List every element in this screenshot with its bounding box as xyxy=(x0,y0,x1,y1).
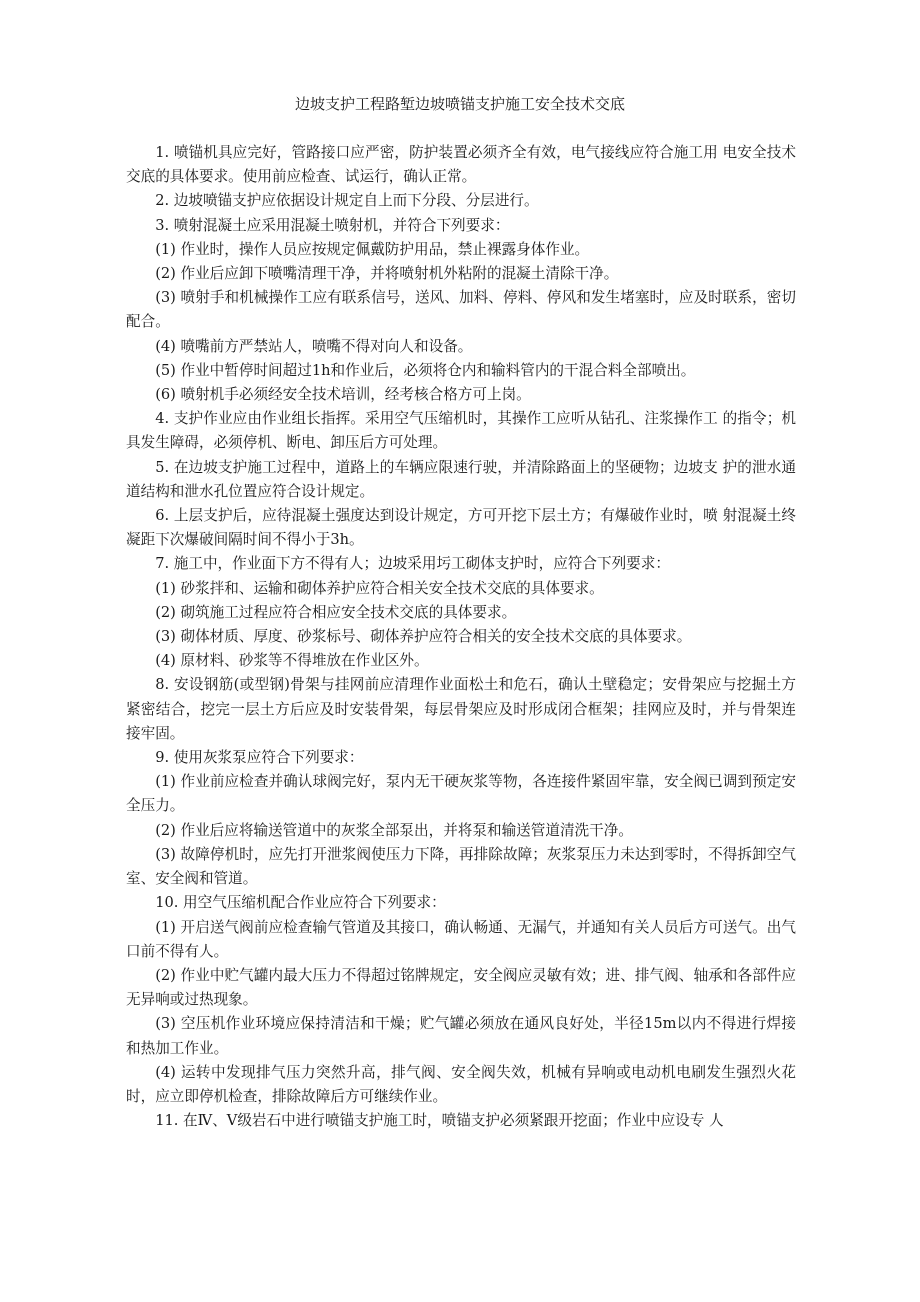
paragraph-7-3: (3) 砌体材质、厚度、砂浆标号、砌体养护应符合相关的安全技术交底的具体要求。 xyxy=(155,628,692,646)
paragraph-3-6: (6) 喷射机手必须经安全技术培训，经考核合格方可上岗。 xyxy=(155,386,531,404)
paragraph-3-5: (5) 作业中暂停时间超过1h和作业后，必须将仓内和输料管内的干混合料全部喷出。 xyxy=(155,361,696,379)
paragraph-9-3: (3) 故障停机时，应先打开泄浆阀使压力下降，再排除故障；灰浆泵压力未达到零时，不得拆卸空气室、安全阀和管道。 xyxy=(126,845,796,888)
paragraph-10-4: (4) 运转中发现排气压力突然升高，排气阀、安全阀失效，机械有异响或电动机电刷发生强烈火花时，应立即停机检查，排除故障后方可继续作业。 xyxy=(126,1063,796,1105)
paragraph-10: 10. 用空气压缩机配合作业应符合下列要求： xyxy=(155,894,446,912)
paragraph-3-2: (2) 作业后应卸下喷嘴清理干净，并将喷射机外粘附的混凝土清除干净。 xyxy=(155,265,619,283)
paragraph-9: 9. 使用灰浆泵应符合下列要求： xyxy=(155,749,364,767)
paragraph-8: 8. 安设钢筋(或型钢)骨架与挂网前应清理作业面松土和危石，确认土壁稳定；安骨架应与挖掘土方紧密结合，挖完一层土方后应及时安装骨架，每层骨架应及时形成闭合框架；挂网应及时，并与骨架连接牢固。 xyxy=(126,676,796,742)
paragraph-7-4: (4) 原材料、砂浆等不得堆放在作业区外。 xyxy=(155,652,429,670)
paragraph-10-1: (1) 开启送气阀前应检查输气管道及其接口，确认畅通、无漏气，并通知有关人员后方可送气。出气口前不得有人。 xyxy=(126,918,796,960)
paragraph-2: 2. 边坡喷锚支护应依据设计规定自上而下分段、分层进行。 xyxy=(155,192,539,210)
paragraph-6: 6. 上层支护后，应待混凝土强度达到设计规定，方可开挖下层土方；有爆破作业时，喷 射混凝土终凝距下次爆破间隔时间不得小于3h。 xyxy=(126,507,796,549)
paragraph-9-1: (1) 作业前应检查并确认球阀完好，泵内无干硬灰浆等物，各连接件紧固牢靠，安全阀已调到预定安全压力。 xyxy=(126,773,796,815)
paragraph-5: 5. 在边坡支护施工过程中，道路上的车辆应限速行驶，并清除路面上的坚硬物；边坡支 护的泄水通道结构和泄水孔位置应符合设计规定。 xyxy=(126,458,796,500)
paragraph-3-4: (4) 喷嘴前方严禁站人，喷嘴不得对向人和设备。 xyxy=(155,337,473,355)
paragraph-4: 4. 支护作业应由作业组长指挥。采用空气压缩机时，其操作工应听从钻孔、注浆操作工 的指令；机具发生障碍，必须停机、断电、卸压后方可处理。 xyxy=(126,410,796,452)
document-body xyxy=(126,141,796,1133)
paragraph-10-3: (3) 空压机作业环境应保持清洁和干燥；贮气罐必须放在通风良好处，半径15m以内不得进行焊接和热加工作业。 xyxy=(126,1015,796,1057)
paragraph-10-2: (2) 作业中贮气罐内最大压力不得超过铭牌规定，安全阀应灵敏有效；进、排气阀、轴承和各部件应无异响或过热现象。 xyxy=(126,966,796,1009)
paragraph-3: 3. 喷射混凝土应采用混凝土喷射机，并符合下列要求： xyxy=(155,216,510,234)
paragraph-3-1: (1) 作业时，操作人员应按规定佩戴防护用品，禁止裸露身体作业。 xyxy=(155,240,590,258)
paragraph-3-3: (3) 喷射手和机械操作工应有联系信号，送风、加料、停料、停风和发生堵塞时，应及时联系，密切配合。 xyxy=(126,289,796,331)
document-title: 边坡支护工程路堑边坡喷锚支护施工安全技术交底 xyxy=(294,95,625,113)
paragraph-7-2: (2) 砌筑施工过程应符合相应安全技术交底的具体要求。 xyxy=(155,603,517,621)
paragraph-11: 11. 在Ⅳ、Ⅴ级岩石中进行喷锚支护施工时，喷锚支护必须紧跟开挖面；作业中应设专 人 xyxy=(155,1112,724,1130)
paragraph-9-2: (2) 作业后应将输送管道中的灰浆全部泵出，并将泵和输送管道清洗干净。 xyxy=(155,821,633,839)
paragraph-7: 7. 施工中，作业面下方不得有人；边坡采用圬工砌体支护时，应符合下列要求： xyxy=(155,555,670,573)
paragraph-7-1: (1) 砂浆拌和、运输和砌体养护应符合相关安全技术交底的具体要求。 xyxy=(155,579,604,597)
paragraph-1: 1. 喷锚机具应完好，管路接口应严密，防护装置必须齐全有效，电气接线应符合施工用 电安全技术交底的具体要求。使用前应检查、试运行，确认正常。 xyxy=(126,144,796,186)
